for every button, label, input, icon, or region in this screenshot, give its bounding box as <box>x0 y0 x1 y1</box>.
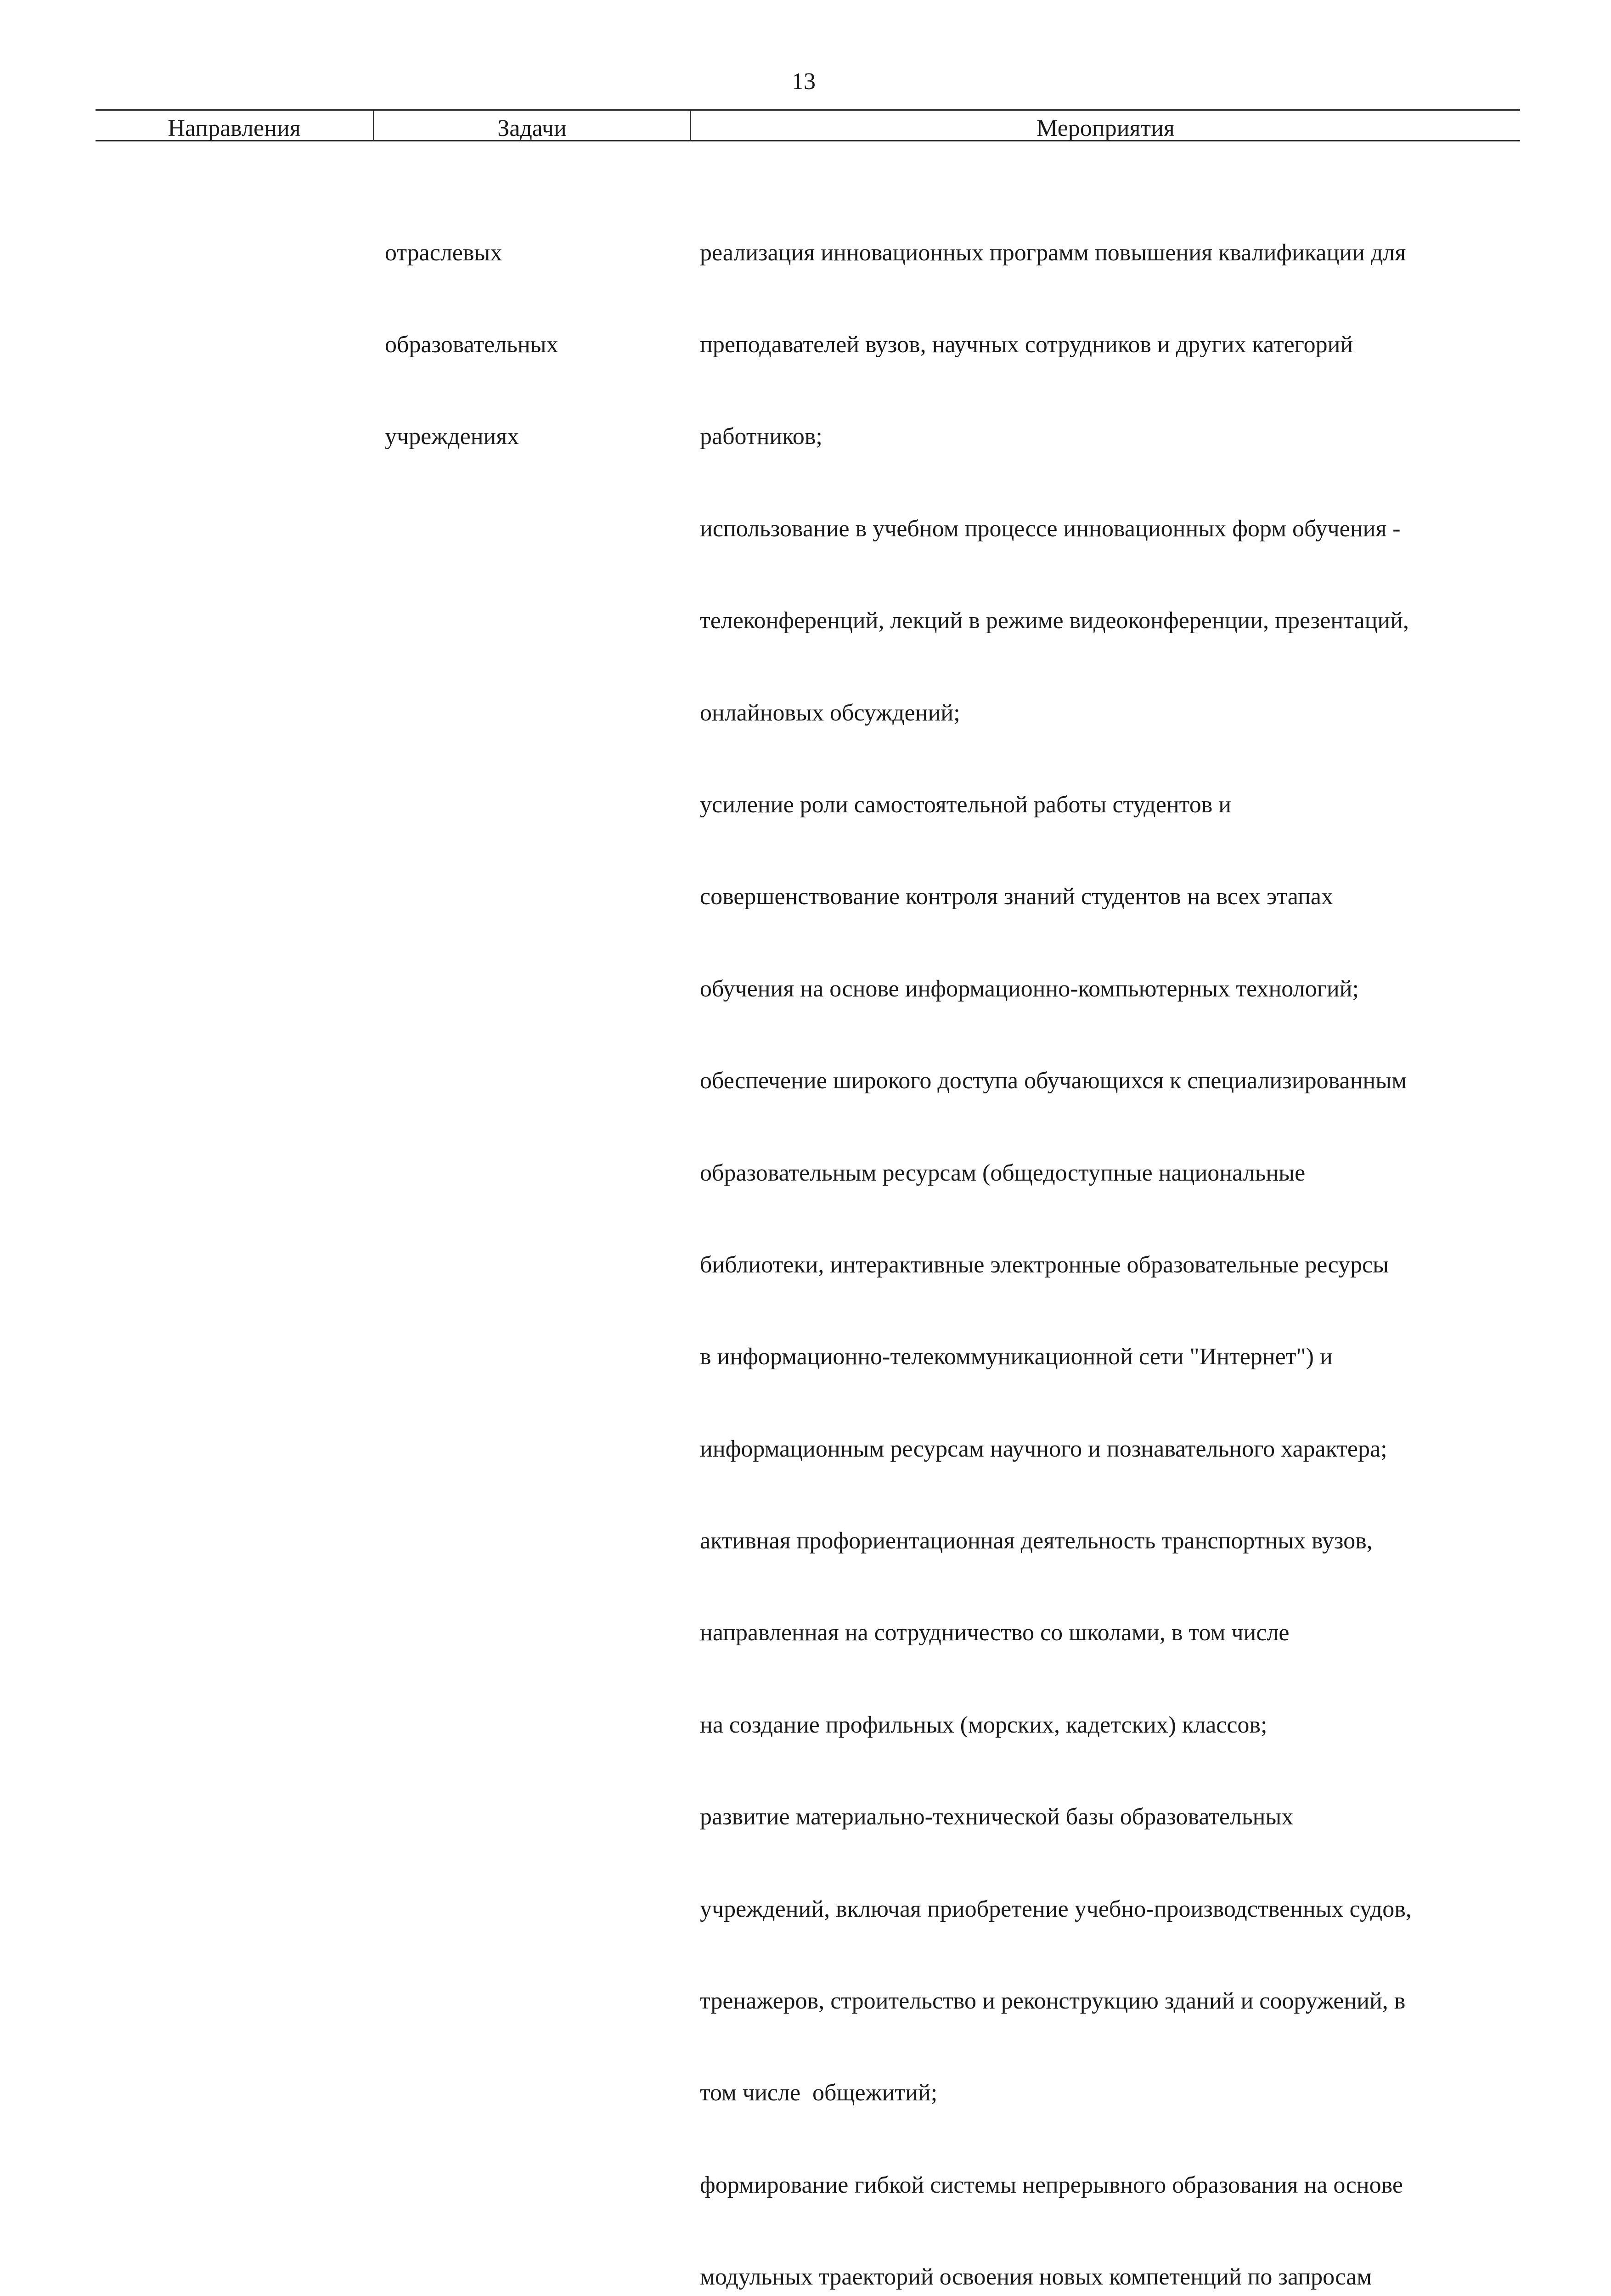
tasks-line: отраслевых <box>385 239 502 266</box>
measures-line: использование в учебном процессе инновационных форм обучения - <box>700 515 1401 542</box>
measures-line: реализация инновационных программ повышения квалификации для <box>700 239 1406 266</box>
header-tasks: Задачи <box>373 111 690 140</box>
measures-column <box>700 176 1412 2296</box>
header-directions: Направления <box>168 115 301 141</box>
measures-line: на создание профильных (морских, кадетских) классов; <box>700 1711 1267 1738</box>
measures-line: активная профориентационная деятельность транспортных вузов, <box>700 1528 1373 1554</box>
measures-line: учреждений, включая приобретение учебно-производственных судов, <box>700 1896 1412 1922</box>
measures-line: в информационно-телекоммуникационной сети "Интернет") и <box>700 1344 1333 1370</box>
measures-line: работников; <box>700 423 822 450</box>
measures-line: модульных траекторий освоения новых компетенций по запросам <box>700 2264 1372 2290</box>
measures-line: образовательным ресурсам (общедоступные национальные <box>700 1159 1306 1186</box>
measures-line: совершенствование контроля знаний студентов на всех этапах <box>700 884 1334 910</box>
measures-line: усиление роли самостоятельной работы студентов и <box>700 791 1232 818</box>
measures-line: информационным ресурсам научного и познавательного характера; <box>700 1435 1387 1462</box>
measures-line: направленная на сотрудничество со школами, в том числе <box>700 1620 1290 1646</box>
page-number: 13 <box>792 68 816 95</box>
tasks-line: образовательных <box>385 331 558 358</box>
tasks-column <box>385 176 558 483</box>
table-header <box>96 109 1520 141</box>
measures-line: онлайновых обсуждений; <box>700 699 960 726</box>
header-measures: Мероприятия <box>690 111 1520 140</box>
measures-line: тренажеров, строительство и реконструкцию зданий и сооружений, в <box>700 1988 1406 2015</box>
measures-line: развитие материально-технической базы образовательных <box>700 1804 1294 1830</box>
measures-line: формирование гибкой системы непрерывного образования на основе <box>700 2172 1403 2198</box>
measures-line: том числе общежитий; <box>700 2080 938 2106</box>
measures-line: телеконференций, лекций в режиме видеоконференции, презентаций, <box>700 608 1409 634</box>
measures-line: обучения на основе информационно-компьютерных технологий; <box>700 975 1359 1002</box>
tasks-line: учреждениях <box>385 423 519 450</box>
measures-line: преподавателей вузов, научных сотрудников и других категорий <box>700 331 1353 358</box>
measures-line: обеспечение широкого доступа обучающихся к специализированным <box>700 1068 1407 1094</box>
measures-line: библиотеки, интерактивные электронные образовательные ресурсы <box>700 1251 1389 1278</box>
